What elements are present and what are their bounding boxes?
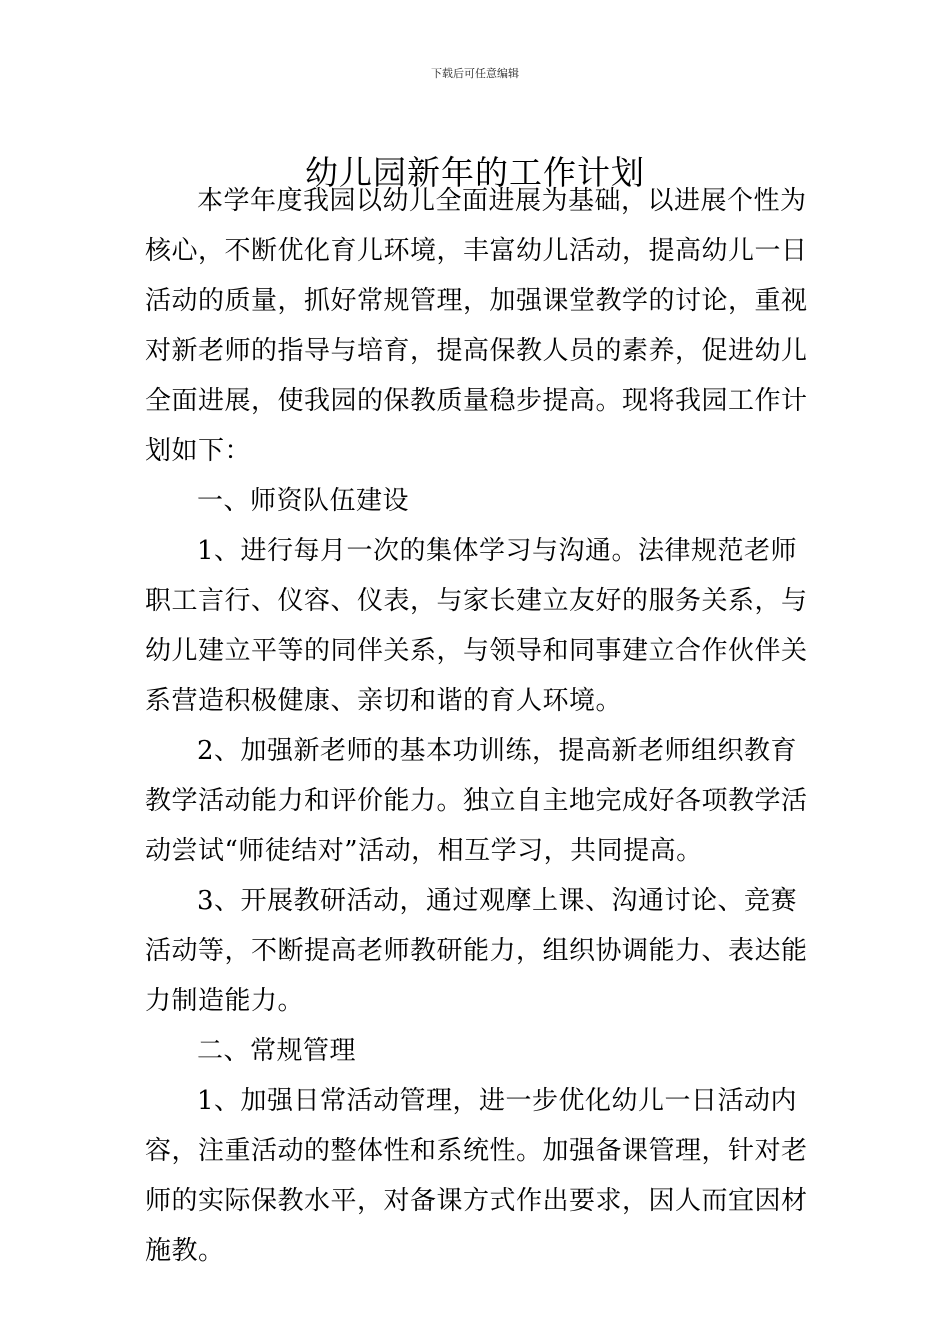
teachers-item-3: 3、开展教研活动，通过观摩上课、沟通讨论、竞赛活动等，不断提高老师教研能力，组织协调能力、表达能力制造能力。 xyxy=(145,886,808,1016)
teachers-item-1: 1、进行每月一次的集体学习与沟通。法律规范老师职工言行、仪容、仪表，与家长建立友好的服务关系，与幼儿建立平等的同伴关系，与领导和同事建立合作伙伴关系营造积极健康、亲切和谐的育人环境。 xyxy=(145,536,808,716)
document-title: 幼儿园新年的工作计划 xyxy=(305,153,645,193)
section-heading-routine: 二、常规管理 xyxy=(197,1036,357,1066)
document-body xyxy=(145,176,815,1276)
editable-watermark: 下载后可任意编辑 xyxy=(431,67,519,80)
teachers-item-2: 2、加强新老师的基本功训练，提高新老师组织教育教学活动能力和评价能力。独立自主地完成好各项教学活动尝试“师徒结对”活动，相互学习，共同提高。 xyxy=(145,736,808,866)
section-heading-teachers: 一、师资队伍建设 xyxy=(197,486,410,516)
routine-item-1: 1、加强日常活动管理，进一步优化幼儿一日活动内容，注重活动的整体性和系统性。加强备课管理，针对老师的实际保教水平，对备课方式作出要求，因人而宜因材施教。 xyxy=(145,1086,808,1266)
intro-paragraph: 本学年度我园以幼儿全面进展为基础，以进展个性为核心，不断优化育儿环境，丰富幼儿活动，提高幼儿一日活动的质量，抓好常规管理，加强课堂教学的讨论，重视对新老师的指导与培育，提高保教人员的素养，促进幼儿全面进展，使我园的保教质量稳步提高。现将我园工作计划如下： xyxy=(145,186,808,466)
